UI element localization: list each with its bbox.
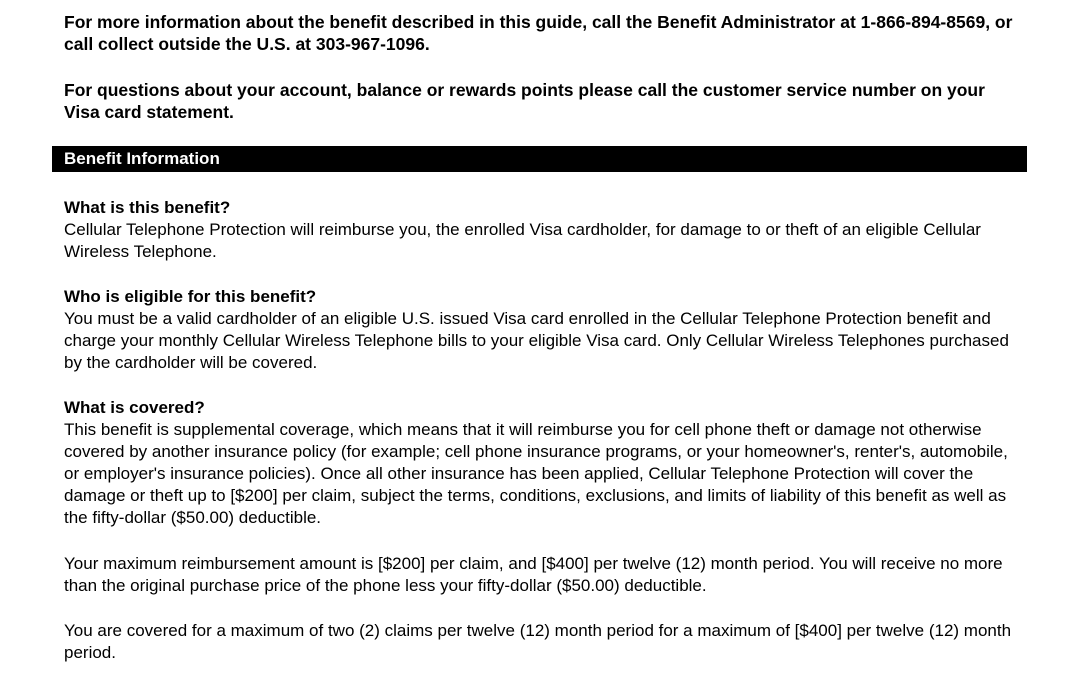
faq-question: What is covered? xyxy=(64,398,205,417)
section-header-bar xyxy=(52,146,1027,172)
faq-item-what-is-benefit xyxy=(64,197,1019,263)
benefit-administrator-contact: For more information about the benefit described in this guide, call the Benefit Administrator at 1-866-894-8569, or call collect outside the U.S. at 303-967-1096. xyxy=(64,12,1013,54)
faq-item-who-is-eligible xyxy=(64,286,1019,374)
customer-service-contact: For questions about your account, balance or rewards points please call the customer service number on your Visa card statement. xyxy=(64,80,985,122)
faq-answer: Cellular Telephone Protection will reimburse you, the enrolled Visa cardholder, for damage to or theft of an eligible Cellular Wireless Telephone. xyxy=(64,220,981,261)
reimbursement-limit-paragraph: Your maximum reimbursement amount is [$200] per claim, and [$400] per twelve (12) month period. You will receive no more than the original purchase price of the phone less your fifty-dollar ($50.00) deductible. xyxy=(64,554,1003,595)
faq-question: What is this benefit? xyxy=(64,198,231,217)
faq-answer: You must be a valid cardholder of an eligible U.S. issued Visa card enrolled in the Cellular Telephone Protection benefit and charge your monthly Cellular Wireless Telephone bills to your eligible Visa card. Only Cellular Wireless Telephones purchased by the cardholder will be covered. xyxy=(64,309,1009,372)
faq-question: Who is eligible for this benefit? xyxy=(64,287,317,306)
claims-limit-paragraph: You are covered for a maximum of two (2) claims per twelve (12) month period for a maximum of [$400] per twelve (12) month period. xyxy=(64,621,1012,662)
faq-answer: This benefit is supplemental coverage, which means that it will reimburse you for cell phone theft or damage not otherwise covered by another insurance policy (for example; cell phone insurance programs, or your homeowner's, renter's, automobile, or employer's insurance policies). Once all other insurance has been applied, Cellular Telephone Protection will cover the damage or theft up to [$200] per claim, subject the terms, conditions, exclusions, and limits of liability of this benefit as well as the fifty-dollar ($50.00) deductible. xyxy=(64,420,1008,527)
faq-item-what-is-covered xyxy=(64,397,1019,529)
section-title: Benefit Information xyxy=(64,149,220,168)
